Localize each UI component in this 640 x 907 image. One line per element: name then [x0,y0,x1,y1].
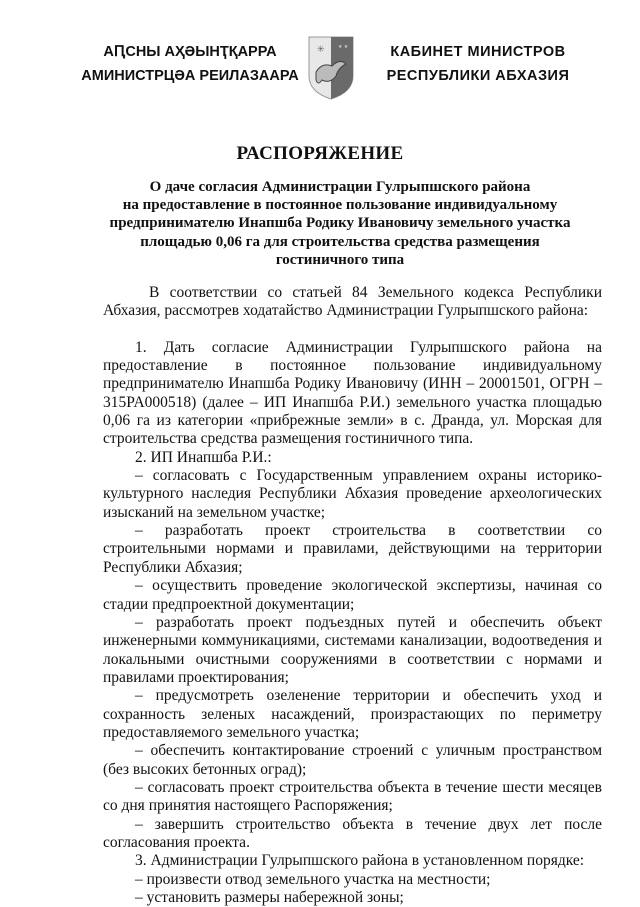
item2-line: инженерными коммуникациями, системами канализации, водоотведения и [103,632,602,650]
svg-text:✳: ✳ [317,44,325,54]
document-title: РАСПОРЯЖЕНИЕ [236,143,404,164]
item2-line: правилами проектирования; [103,668,289,686]
item2-line: (без высоких бетонных оград); [103,760,307,778]
item2-list [103,467,602,852]
item2-line: предоставляемого земельного участка; [103,723,360,741]
item2-line: – обеспечить контактирование строений с уличным пространством [135,742,602,760]
item2-line: – осуществить проведение экологической экспертизы, начиная со [135,577,602,595]
coat-of-arms-emblem [308,36,354,100]
item1-line: предоставление в постоянное пользование индивидуальному [103,357,602,375]
item2-line: согласования проекта. [103,833,250,851]
header-right-line1: КАБИНЕТ МИНИСТРОВ [390,44,566,60]
item2-line: со дня принятия настоящего Распоряжения; [103,797,393,815]
item2-line: – завершить строительство объекта в течение двух лет после [135,815,602,833]
subject-line: предпринимателю Инапшба Родику Ивановичу земельного участка [109,215,571,232]
preamble-line: В соответствии со статьей 84 Земельного кодекса Республики [149,284,602,301]
item2-line: стадии предпроектной документации; [103,595,355,613]
header-right-line2: РЕСПУБЛИКИ АБХАЗИЯ [386,68,570,84]
subject-line: гостиничного типа [275,251,405,268]
item2-line: культурного наследия Республики Абхазия проведение археологических [103,485,602,503]
item2-line: изысканий на земельном участке; [103,503,326,521]
item3-heading: 3. Администрации Гулрыпшского района в установленном порядке: [135,852,585,870]
preamble-line: Абхазия, рассмотрев ходатайство Администрации Гулрыпшского района: [103,302,589,320]
item1-line: предпринимателю Инапшба Родику Ивановичу (ИНН – 20001501, ОГРН – [103,375,602,393]
item2-line: – согласовать проект строительства объекта в течение шести месяцев [135,778,602,796]
item1-line: 0,06 га из категории «прибрежные земли» в с. Дранда, ул. Морская для [103,412,602,430]
item2-line: строительными нормами и правилами, действующими на территории [103,540,602,558]
item2-line: – предусмотреть озеленение территории и обеспечить уход и [135,687,602,705]
header-left-line1: АԤСНЫ АҲӘЫНҬҚАРРА [103,44,277,60]
subject-line: на предоставление в постоянное пользование индивидуальному [122,197,558,214]
subject-line: площадью 0,06 га для строительства средства размещения [140,233,540,250]
item2-line: локальными очистными сооружениями в соответствии с нормами и [103,650,602,668]
item1-line: 1. Дать согласие Администрации Гулрыпшского района на [135,338,602,356]
item2-line: – разработать проект строительства в соответствии со [135,522,602,540]
item2-line: Республики Абхазия; [103,558,243,576]
item2-heading: 2. ИП Инапшба Р.И.: [135,448,272,466]
item2-line: – разработать проект подъездных путей и обеспечить объект [135,613,602,631]
svg-text:★ ★: ★ ★ [338,45,349,50]
header-abkhaz [75,40,305,88]
document-body [103,284,602,907]
header-left-line2: АМИНИСТРЦӘА РЕИЛАЗААРА [81,68,299,84]
subject-line: О даче согласия Администрации Гулрыпшского района [149,179,531,195]
header-russian [378,40,578,88]
document-subject [90,178,590,269]
item3-line: – установить размеры набережной зоны; [135,889,404,906]
item2-line: сохранность зеленых насаждений, произрастающих по периметру [103,705,602,723]
item1-line: строительства средства размещения гостиничного типа. [103,430,474,448]
item3-line: – произвести отвод земельного участка на местности; [135,870,491,888]
item2-line: – согласовать с Государственным управлением охраны историко- [135,467,602,485]
item1-line: 315PA000518) (далее – ИП Инапшба Р.И.) земельного участка площадью [103,393,602,411]
